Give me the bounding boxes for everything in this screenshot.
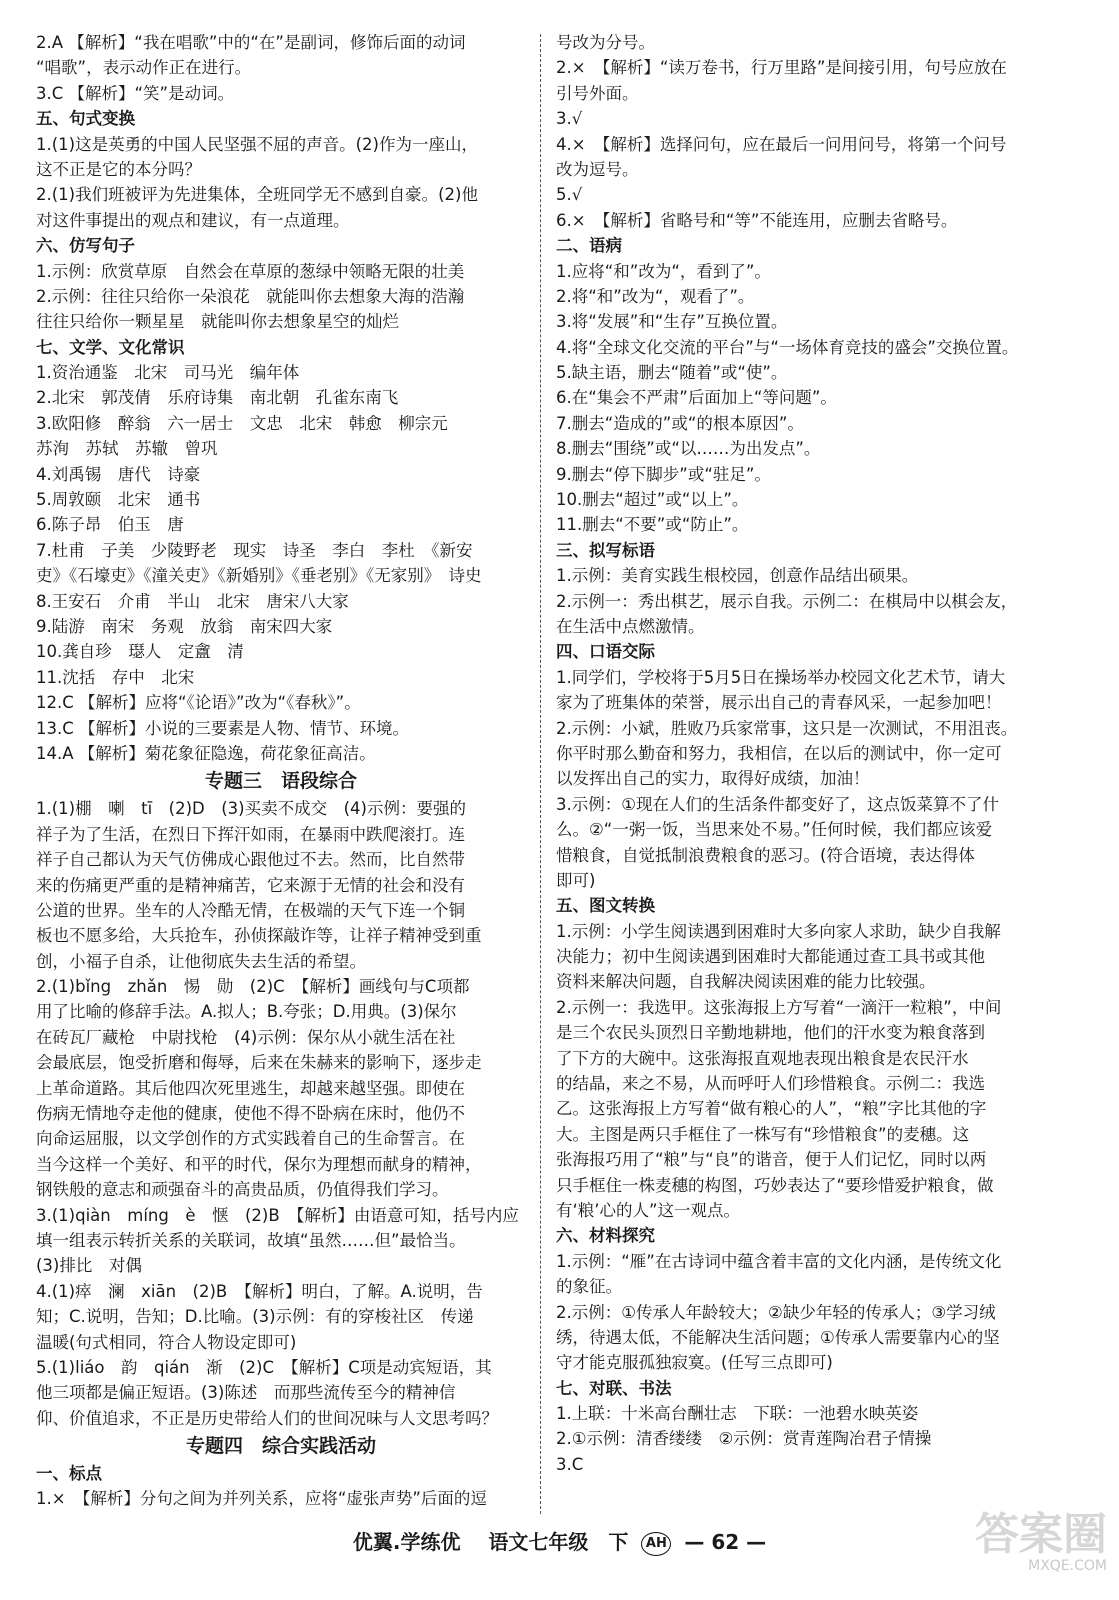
answer-line: 3.(1)qiàn míng è 惬 (2)B 【解析】由语意可知，括号内应 xyxy=(36,1205,519,1225)
answer-line: 决能力；初中生阅读遇到困难时大都能通过查工具书或其他 xyxy=(556,947,985,967)
answer-line: 创，小福子自杀，让他彻底失去生活的希望。 xyxy=(36,951,366,971)
answer-line: 你平时那么勤奋和努力，我相信，在以后的测试中，你一定可 xyxy=(556,743,1002,763)
topic-heading: 专题三 语段综合 xyxy=(204,770,357,793)
answer-line: 5.周敦颐 北宋 通书 xyxy=(36,490,201,510)
answer-line: 祥子为了生活，在烈日下挥汗如雨，在暴雨中跌爬滚打。连 xyxy=(36,824,465,844)
answer-line: 板也不愿多给，大兵抢车，孙侦探敲诈等，让祥子精神受到重 xyxy=(36,926,482,946)
answer-line: 是三个农民头顶烈日辛勤地耕地，他们的汗水变为粮食落到 xyxy=(556,1023,985,1043)
answer-line: 上革命道路。其后他四次死里逃生，却越来越坚强。即使在 xyxy=(36,1078,465,1098)
answer-line: 2.A 【解析】“我在唱歌”中的“在”是副词，修饰后面的动词 xyxy=(36,33,466,52)
section-heading: 七、文学、文化常识 xyxy=(36,337,185,357)
answer-line: 公道的世界。坐车的人冷酷无情，在极端的天气下连一个铜 xyxy=(36,900,465,920)
answer-line: 5.√ xyxy=(556,185,583,205)
answer-line: 在生活中点燃激情。 xyxy=(556,616,705,636)
answer-line: 钢铁般的意志和顽强奋斗的高贵品质，仍值得我们学习。 xyxy=(36,1180,449,1200)
answer-line: 2.× 【解析】“读万卷书，行万里路”是间接引用，句号应放在 xyxy=(556,58,1007,78)
answer-line: 3.C xyxy=(556,1454,584,1474)
answer-line: 8.删去“围绕”或“以……为出发点”。 xyxy=(556,439,821,459)
answer-line: 7.删去“造成的”或“的根本原因”。 xyxy=(556,413,804,433)
answer-line: 惜粮食，自觉抵制浪费粮食的恶习。(符合语境，表达得体 xyxy=(556,845,975,865)
left-column xyxy=(36,30,526,1512)
answer-line: 11.沈括 存中 北宋 xyxy=(36,667,195,687)
answer-line: 苏洵 苏轼 苏辙 曾巩 xyxy=(36,439,218,459)
section-heading: 一、标点 xyxy=(36,1464,102,1484)
answer-line: 1.(1)这是英勇的中国人民坚强不屈的声音。(2)作为一座山， xyxy=(36,134,478,154)
section-heading: 五、句式变换 xyxy=(36,109,135,129)
answer-line: 会最底层，饱受折磨和侮辱，后来在朱赫来的影响下，逐步走 xyxy=(36,1053,482,1073)
topic-heading: 专题四 综合实践活动 xyxy=(185,1435,376,1458)
answer-line: 5.(1)liáo 韵 qián 渐 (2)C 【解析】C项是动宾短语，其 xyxy=(36,1357,492,1377)
answer-line: 1.示例：欣赏草原 自然会在草原的葱绿中领略无限的壮美 xyxy=(36,261,465,281)
answer-line: 即可) xyxy=(556,870,596,890)
section-heading: 六、材料探究 xyxy=(556,1226,655,1246)
answer-line: 用了比喻的修辞手法。A.拟人；B.夸张；D.用典。(3)保尔 xyxy=(36,1002,457,1022)
watermark-logo xyxy=(937,1509,1107,1582)
answer-line: 9.陆游 南宋 务观 放翁 南宋四大家 xyxy=(36,616,333,636)
answer-line: 7.杜甫 子美 少陵野老 现实 诗圣 李白 李杜 《新安 xyxy=(36,540,473,560)
answer-line: 2.示例：小斌，胜败乃兵家常事，这只是一次测试，不用沮丧。 xyxy=(556,718,1018,738)
answer-line: 8.王安石 介甫 半山 北宋 唐宋八大家 xyxy=(36,591,349,611)
answer-line: 么。②“一粥一饭，当思来处不易。”任何时候，我们都应该爱 xyxy=(556,820,993,840)
answer-line: 1.资治通鉴 北宋 司马光 编年体 xyxy=(36,363,300,383)
answer-line: 6.× 【解析】省略号和“等”不能连用，应删去省略号。 xyxy=(556,210,958,230)
answer-line: “唱歌”，表示动作正在进行。 xyxy=(36,58,252,78)
answer-line: 4.× 【解析】选择问句，应在最后一问用问号，将第一个问号 xyxy=(556,134,1007,154)
answer-line: 1.示例：美育实践生根校园，创意作品结出硕果。 xyxy=(556,566,919,586)
answer-line: 3.示例：①现在人们的生活条件都变好了，这点饭菜算不了什 xyxy=(556,794,1000,814)
region-badge: AH xyxy=(641,1532,671,1556)
answer-line: 填一组表示转折关系的关联词，故填“虽然……但”最恰当。 xyxy=(36,1230,466,1250)
right-column xyxy=(556,30,1056,1477)
answer-line: 往往只给你一颗星星 就能叫你去想象星空的灿烂 xyxy=(36,312,399,332)
answer-line: 了下方的大碗中。这张海报直观地表现出粮食是农民汗水 xyxy=(556,1048,969,1068)
answer-line: 3.C 【解析】“笑”是动词。 xyxy=(36,83,235,103)
answer-line: 1.同学们，学校将于5月5日在操场举办校园文化艺术节，请大 xyxy=(556,667,1006,687)
answer-line: 只手框住一株麦穗的构图，巧妙表达了“要珍惜爱护粮食，做 xyxy=(556,1175,994,1195)
section-heading: 五、图文转换 xyxy=(556,896,655,916)
answer-line: 改为逗号。 xyxy=(556,159,639,179)
answer-line: 1.× 【解析】分句之间为并列关系，应将“虚张声势”后面的逗 xyxy=(36,1489,487,1509)
answer-line: 11.删去“不要”或“防止”。 xyxy=(556,515,749,535)
answer-line: 大。主图是两只手框住了一株写有“珍惜粮食”的麦穗。这 xyxy=(556,1124,970,1144)
answer-line: 14.A 【解析】菊花象征隐逸，荷花象征高洁。 xyxy=(36,743,376,763)
answer-line: 的象征。 xyxy=(556,1277,622,1297)
answer-line: 有‘粮’心的人”这一观点。 xyxy=(556,1200,741,1220)
answer-line: 4.将“全球文化交流的平台”与“一场体育竞技的盛会”交换位置。 xyxy=(556,337,1019,357)
answer-line: 张海报巧用了“粮”与“良”的谐音，便于人们记忆，同时以两 xyxy=(556,1150,987,1170)
footer-subject: 语文七年级 下 xyxy=(488,1530,629,1554)
section-heading: 二、语病 xyxy=(556,236,622,256)
answer-line: 号改为分号。 xyxy=(556,33,655,52)
answer-line: 引号外面。 xyxy=(556,83,639,103)
answer-line: 对这件事提出的观点和建议，有一点道理。 xyxy=(36,210,350,230)
answer-line: 4.(1)瘁 澜 xiān (2)B 【解析】明白，了解。A.说明，告 xyxy=(36,1281,483,1301)
answer-line: 1.上联：十米高台酬壮志 下联：一池碧水映英姿 xyxy=(556,1404,919,1424)
answer-line: 当今这样一个美好、和平的时代，保尔为理想而献身的精神， xyxy=(36,1154,482,1174)
column-divider xyxy=(540,34,541,1514)
footer-brand: 优翼.学练优 xyxy=(352,1530,461,1554)
answer-line: 2.(1)我们班被评为先进集体，全班同学无不感到自豪。(2)他 xyxy=(36,185,478,205)
answer-line: 伤病无情地夺走他的健康，使他不得不卧病在床时，他仍不 xyxy=(36,1104,465,1124)
answer-line: 1.示例：“雁”在古诗词中蕴含着丰富的文化内涵，是传统文化 xyxy=(556,1251,1002,1271)
answer-line: 1.(1)棚 喇 tī (2)D (3)买卖不成交 (4)示例：要强的 xyxy=(36,799,466,819)
section-heading: 六、仿写句子 xyxy=(36,236,135,256)
answer-line: 他三项都是偏正短语。(3)陈述 而那些流传至今的精神信 xyxy=(36,1383,456,1403)
answer-line: 在砖瓦厂藏枪 中尉找枪 (4)示例：保尔从小就生活在社 xyxy=(36,1027,456,1047)
answer-line: 家为了班集体的荣誉，展示出自己的青春风采，一起参加吧！ xyxy=(556,693,1002,713)
answer-line: 资料来解决问题，自我解决阅读困难的能力比较强。 xyxy=(556,972,936,992)
answer-line: 向命运屈服，以文学创作的方式实践着自己的生命誓言。在 xyxy=(36,1129,465,1149)
answer-line: 2.示例：往往只给你一朵浪花 就能叫你去想象大海的浩瀚 xyxy=(36,286,465,306)
answer-line: 10.龚自珍 璱人 定盦 清 xyxy=(36,642,244,662)
page-number: — 62 — xyxy=(684,1530,767,1554)
answer-line: 3.欧阳修 醉翁 六一居士 文忠 北宋 韩愈 柳宗元 xyxy=(36,413,448,433)
answer-line: 2.示例一：秀出棋艺，展示自我。示例二：在棋局中以棋会友， xyxy=(556,591,1018,611)
answer-line: 温暖(句式相同，符合人物设定即可) xyxy=(36,1332,297,1352)
answer-line: 乙。这张海报上方写着“做有粮心的人”，“粮”字比其他的字 xyxy=(556,1099,987,1119)
answer-line: 绣，待遇太低，不能解决生活问题；①传承人需要靠内心的坚 xyxy=(556,1327,1000,1347)
watermark-logo-text: 答案圈 xyxy=(975,1509,1107,1560)
answer-line: 2.北宋 郭茂倩 乐府诗集 南北朝 孔雀东南飞 xyxy=(36,388,399,408)
answer-line: 吏》《石壕吏》《潼关吏》《新婚别》《垂老别》《无家别》 诗史 xyxy=(36,566,482,586)
answer-line: 4.刘禹锡 唐代 诗豪 xyxy=(36,464,201,484)
answer-line: 以发挥出自己的实力，取得好成绩，加油！ xyxy=(556,769,870,789)
answer-line: 3.√ xyxy=(556,109,583,129)
watermark-url: MXQE.COM xyxy=(1028,1558,1107,1574)
section-heading: 七、对联、书法 xyxy=(556,1378,672,1398)
section-heading: 四、口语交际 xyxy=(556,642,655,662)
section-heading: 三、拟写标语 xyxy=(556,540,655,560)
answer-line: 这不正是它的本分吗？ xyxy=(36,159,201,179)
answer-line: 10.删去“超过”或“以上”。 xyxy=(556,490,749,510)
answer-line: 9.删去“停下脚步”或“驻足”。 xyxy=(556,464,771,484)
answer-line: 13.C 【解析】小说的三要素是人物、情节、环境。 xyxy=(36,718,410,738)
answer-line: 来的伤痛更严重的是精神痛苦，它来源于无情的社会和没有 xyxy=(36,875,465,895)
answer-line: 6.陈子昂 伯玉 唐 xyxy=(36,515,184,535)
answer-line: 1.示例：小学生阅读遇到困难时大多向家人求助，缺少自我解 xyxy=(556,921,1001,941)
answer-line: 2.示例一：我选甲。这张海报上方写着“一滴汗一粒粮”，中间 xyxy=(556,997,1002,1017)
answer-line: 祥子自己都认为天气仿佛成心跟他过不去。然而，比自然带 xyxy=(36,850,465,870)
answer-line: 的结晶，来之不易，从而呼吁人们珍惜粮食。示例二：我选 xyxy=(556,1074,985,1094)
answer-line: 知；C.说明，告知；D.比喻。(3)示例：有的穿梭社区 传递 xyxy=(36,1307,474,1327)
answer-line: 5.缺主语，删去“随着”或“使”。 xyxy=(556,363,788,383)
answer-line: (3)排比 对偶 xyxy=(36,1256,142,1276)
answer-line: 2.将“和”改为“，观看了”。 xyxy=(556,286,755,306)
answer-line: 2.①示例：清香缕缕 ②示例：赏青莲陶冶君子情操 xyxy=(556,1429,932,1449)
answer-line: 1.应将“和”改为“，看到了”。 xyxy=(556,261,771,281)
answer-line: 12.C 【解析】应将“《论语》”改为“《春秋》”。 xyxy=(36,693,361,713)
answer-line: 仰、价值追求，不正是历史带给人们的世间况味与人文思考吗？ xyxy=(36,1408,498,1428)
answer-line: 2.(1)bǐng zhǎn 惕 勋 (2)C 【解析】画线句与C项都 xyxy=(36,977,470,997)
answer-line: 6.在“集会不严肃”后面加上“等问题”。 xyxy=(556,388,837,408)
answer-line: 3.将“发展”和“生存”互换位置。 xyxy=(556,312,788,332)
answer-line: 守才能克服孤独寂寞。(任写三点即可) xyxy=(556,1353,833,1373)
answer-line: 2.示例：①传承人年龄较大；②缺少年轻的传承人；③学习绒 xyxy=(556,1302,996,1322)
